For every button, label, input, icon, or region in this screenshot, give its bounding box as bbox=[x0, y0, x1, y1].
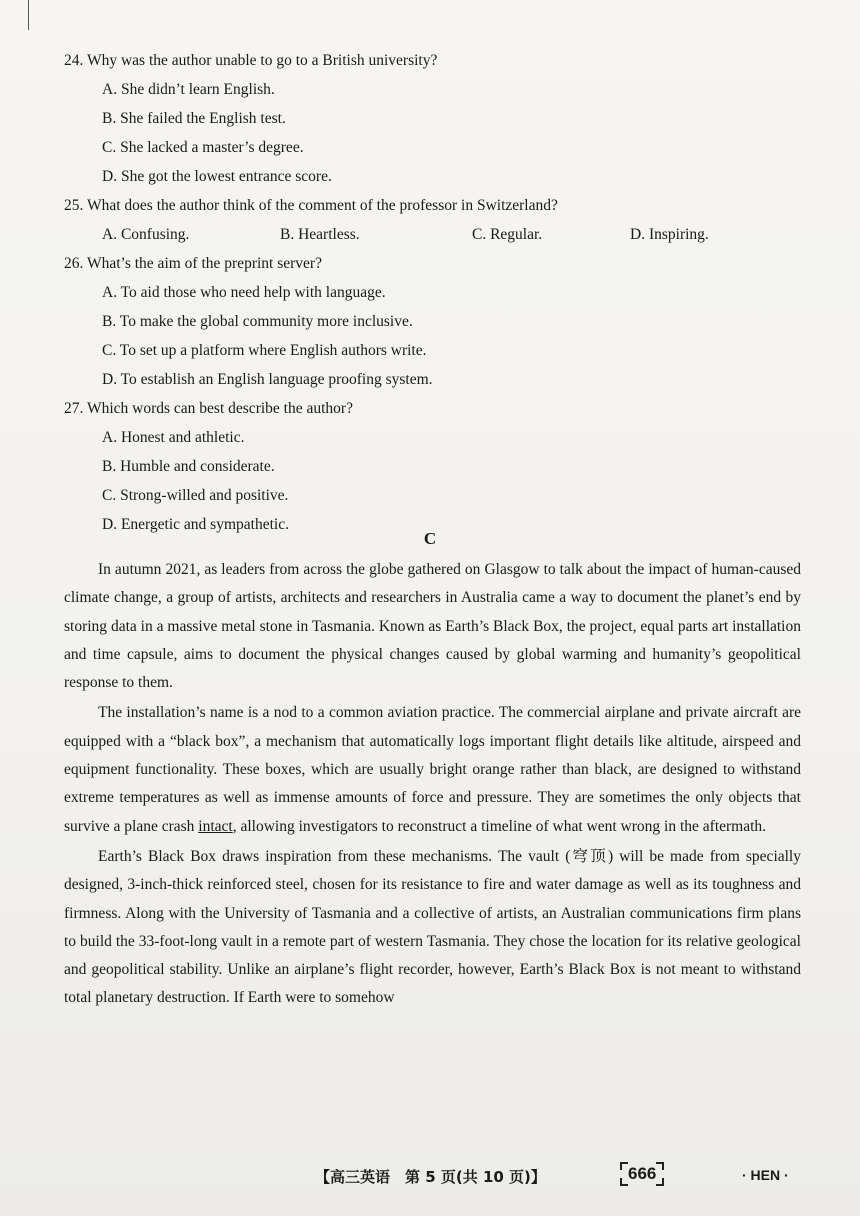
option-c: C. Strong-willed and positive. bbox=[102, 487, 289, 504]
page-code bbox=[620, 1162, 664, 1186]
option-c: C. To set up a platform where English authors write. bbox=[102, 342, 427, 359]
option-row bbox=[64, 220, 804, 249]
option-b: B. Heartless. bbox=[280, 226, 360, 243]
question-24 bbox=[64, 46, 804, 191]
question-stem: 24. Why was the author unable to go to a British university? bbox=[64, 52, 438, 69]
option-a: A. Honest and athletic. bbox=[102, 429, 245, 446]
option-b: B. She failed the English test. bbox=[102, 110, 286, 127]
option-a: A. She didn’t learn English. bbox=[102, 81, 275, 98]
footer-label: 【高三英语 第 5 页(共 10 页)】 bbox=[315, 1168, 546, 1186]
question-list bbox=[64, 46, 804, 539]
region-code: · HEN · bbox=[742, 1167, 789, 1183]
question-stem: 25. What does the author think of the comment of the professor in Switzerland? bbox=[64, 197, 558, 214]
option-a: A. Confusing. bbox=[102, 226, 190, 243]
option-a: A. To aid those who need help with language. bbox=[102, 284, 386, 301]
section-heading: C bbox=[423, 529, 437, 548]
question-stem: 26. What’s the aim of the preprint server? bbox=[64, 255, 322, 272]
page-footer bbox=[0, 1162, 860, 1192]
option-d: D. She got the lowest entrance score. bbox=[102, 168, 332, 185]
question-27 bbox=[64, 394, 804, 539]
option-d: D. To establish an English language proofing system. bbox=[102, 371, 433, 388]
option-c: C. Regular. bbox=[472, 226, 543, 243]
option-d: D. Inspiring. bbox=[630, 226, 709, 243]
option-b: B. Humble and considerate. bbox=[102, 458, 275, 475]
reading-passage bbox=[64, 556, 801, 1015]
paragraph-1: In autumn 2021, as leaders from across the globe gathered on Glasgow to talk about the impact of human-caused climate change, a group of artists, architects and researchers in Australia came a way to document the planet’s end by storing data in a massive metal stone in Tasmania. Known as Earth’s Black Box, the project, equal parts art installation and time capsule, aims to document the physical changes caused by global warming and humanity’s geopolitical response to them. bbox=[64, 561, 801, 692]
paragraph-2-text-end: , allowing investigators to reconstruct a timeline of what went wrong in the aftermath. bbox=[232, 817, 767, 835]
underlined-word: intact bbox=[198, 817, 233, 835]
question-25 bbox=[64, 191, 804, 249]
option-b: B. To make the global community more inclusive. bbox=[102, 313, 413, 330]
question-26 bbox=[64, 249, 804, 394]
page-code-text: 666 bbox=[628, 1164, 657, 1183]
paragraph-3: Earth’s Black Box draws inspiration from these mechanisms. The vault (穹顶) will be made from specially designed, 3-inch-thick reinforced steel, chosen for its resistance to fire and water damage as well as its toughness and firmness. Along with the University of Tasmania and a collective of artists, an Australian communications firm plans to build the 33-foot-long vault in a remote part of western Tasmania. They chose the location for its relative geological and geopolitical stability. Unlike an airplane’s flight recorder, however, Earth’s Black Box is not meant to withstand total planetary destruction. If Earth were to somehow bbox=[64, 847, 801, 1007]
option-d: D. Energetic and sympathetic. bbox=[102, 516, 289, 533]
option-c: C. She lacked a master’s degree. bbox=[102, 139, 304, 156]
paragraph-2-text: The installation’s name is a nod to a common aviation practice. The commercial airplane and private aircraft are equipped with a “black box”, a mechanism that automatically logs important flight details like altitude, airspeed and equipment functionality. These boxes, which are usually bright orange rather than black, are designed to withstand extreme temperatures as well as immense amounts of force and pressure. They are sometimes the only objects that survive a plane crash bbox=[64, 704, 801, 835]
question-stem: 27. Which words can best describe the author? bbox=[64, 400, 353, 417]
margin-rule bbox=[28, 0, 29, 30]
paragraph-2 bbox=[64, 699, 801, 840]
